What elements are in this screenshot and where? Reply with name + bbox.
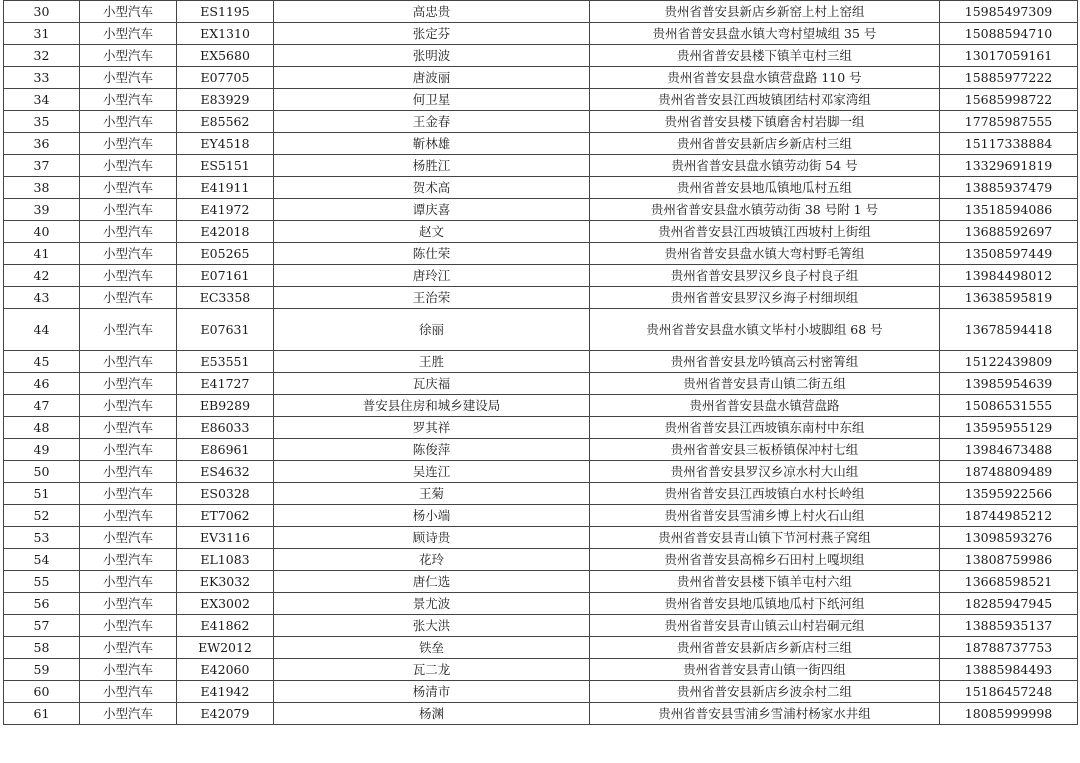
plate-number-cell: E42018 <box>177 221 274 243</box>
table-row <box>4 265 1078 287</box>
table-row <box>4 593 1078 615</box>
owner-name-cell: 何卫星 <box>274 89 590 111</box>
row-number-cell: 50 <box>4 461 80 483</box>
row-number-cell: 32 <box>4 45 80 67</box>
phone-cell: 13984673488 <box>940 439 1078 461</box>
row-number-cell: 61 <box>4 703 80 725</box>
vehicle-type-cell: 小型汽车 <box>80 177 177 199</box>
row-number-cell: 45 <box>4 351 80 373</box>
address-cell: 贵州省普安县龙吟镇高云村密箐组 <box>590 351 940 373</box>
vehicle-type-cell: 小型汽车 <box>80 133 177 155</box>
address-cell: 贵州省普安县楼下镇羊屯村六组 <box>590 571 940 593</box>
row-number-cell: 55 <box>4 571 80 593</box>
vehicle-type-cell: 小型汽车 <box>80 155 177 177</box>
vehicle-type-cell: 小型汽车 <box>80 243 177 265</box>
row-number-cell: 44 <box>4 309 80 351</box>
vehicle-type-cell: 小型汽车 <box>80 287 177 309</box>
plate-number-cell: EB9289 <box>177 395 274 417</box>
plate-number-cell: EX3002 <box>177 593 274 615</box>
table-row <box>4 659 1078 681</box>
phone-cell: 15885977222 <box>940 67 1078 89</box>
table-row <box>4 395 1078 417</box>
vehicle-type-cell: 小型汽车 <box>80 615 177 637</box>
row-number-cell: 41 <box>4 243 80 265</box>
plate-number-cell: E83929 <box>177 89 274 111</box>
row-number-cell: 40 <box>4 221 80 243</box>
address-cell: 贵州省普安县楼下镇磨舍村岩脚一组 <box>590 111 940 133</box>
table-row <box>4 1 1078 23</box>
row-number-cell: 36 <box>4 133 80 155</box>
plate-number-cell: EY4518 <box>177 133 274 155</box>
table-row <box>4 461 1078 483</box>
phone-cell: 13688592697 <box>940 221 1078 243</box>
vehicle-type-cell: 小型汽车 <box>80 659 177 681</box>
phone-cell: 13885935137 <box>940 615 1078 637</box>
table-row <box>4 67 1078 89</box>
plate-number-cell: EX1310 <box>177 23 274 45</box>
plate-number-cell: E07631 <box>177 309 274 351</box>
plate-number-cell: E41862 <box>177 615 274 637</box>
owner-name-cell: 瓦庆福 <box>274 373 590 395</box>
owner-name-cell: 杨小端 <box>274 505 590 527</box>
table-row <box>4 505 1078 527</box>
address-cell: 贵州省普安县青山镇一街四组 <box>590 659 940 681</box>
address-cell: 贵州省普安县雪浦乡雪浦村杨家水井组 <box>590 703 940 725</box>
phone-cell: 18285947945 <box>940 593 1078 615</box>
vehicle-type-cell: 小型汽车 <box>80 461 177 483</box>
plate-number-cell: E42079 <box>177 703 274 725</box>
plate-number-cell: ES4632 <box>177 461 274 483</box>
vehicle-type-cell: 小型汽车 <box>80 221 177 243</box>
table-row <box>4 351 1078 373</box>
table-row <box>4 439 1078 461</box>
plate-number-cell: EK3032 <box>177 571 274 593</box>
row-number-cell: 43 <box>4 287 80 309</box>
table-row <box>4 527 1078 549</box>
plate-number-cell: EX5680 <box>177 45 274 67</box>
table-row <box>4 111 1078 133</box>
table-row <box>4 23 1078 45</box>
table-row <box>4 133 1078 155</box>
row-number-cell: 39 <box>4 199 80 221</box>
vehicle-type-cell: 小型汽车 <box>80 505 177 527</box>
row-number-cell: 49 <box>4 439 80 461</box>
row-number-cell: 38 <box>4 177 80 199</box>
plate-number-cell: E05265 <box>177 243 274 265</box>
plate-number-cell: E85562 <box>177 111 274 133</box>
vehicle-type-cell: 小型汽车 <box>80 703 177 725</box>
table-row <box>4 243 1078 265</box>
address-cell: 贵州省普安县罗汉乡海子村细坝组 <box>590 287 940 309</box>
address-cell: 贵州省普安县盘水镇大弯村野毛箐组 <box>590 243 940 265</box>
row-number-cell: 60 <box>4 681 80 703</box>
vehicle-type-cell: 小型汽车 <box>80 199 177 221</box>
row-number-cell: 30 <box>4 1 80 23</box>
owner-name-cell: 顾诗贵 <box>274 527 590 549</box>
phone-cell: 13984498012 <box>940 265 1078 287</box>
phone-cell: 15985497309 <box>940 1 1078 23</box>
phone-cell: 13098593276 <box>940 527 1078 549</box>
plate-number-cell: E41727 <box>177 373 274 395</box>
vehicle-type-cell: 小型汽车 <box>80 395 177 417</box>
row-number-cell: 52 <box>4 505 80 527</box>
owner-name-cell: 铁垒 <box>274 637 590 659</box>
plate-number-cell: E53551 <box>177 351 274 373</box>
owner-name-cell: 普安县住房和城乡建设局 <box>274 395 590 417</box>
vehicle-type-cell: 小型汽车 <box>80 67 177 89</box>
address-cell: 贵州省普安县青山镇下节河村燕子窝组 <box>590 527 940 549</box>
vehicle-type-cell: 小型汽车 <box>80 265 177 287</box>
table-row <box>4 45 1078 67</box>
address-cell: 贵州省普安县江西坡镇江西坡村上街组 <box>590 221 940 243</box>
address-cell: 贵州省普安县盘水镇营盘路 110 号 <box>590 67 940 89</box>
address-cell: 贵州省普安县江西坡镇白水村长岭组 <box>590 483 940 505</box>
address-cell: 贵州省普安县新店乡新店村三组 <box>590 637 940 659</box>
phone-cell: 13985954639 <box>940 373 1078 395</box>
row-number-cell: 56 <box>4 593 80 615</box>
phone-cell: 13678594418 <box>940 309 1078 351</box>
phone-cell: 15122439809 <box>940 351 1078 373</box>
row-number-cell: 31 <box>4 23 80 45</box>
table-body <box>4 1 1078 725</box>
vehicle-type-cell: 小型汽车 <box>80 549 177 571</box>
plate-number-cell: E41911 <box>177 177 274 199</box>
vehicle-owner-table <box>3 0 1078 725</box>
row-number-cell: 34 <box>4 89 80 111</box>
owner-name-cell: 陈仕荣 <box>274 243 590 265</box>
vehicle-type-cell: 小型汽车 <box>80 417 177 439</box>
phone-cell: 13329691819 <box>940 155 1078 177</box>
address-cell: 贵州省普安县罗汉乡凉水村大山组 <box>590 461 940 483</box>
owner-name-cell: 王金春 <box>274 111 590 133</box>
phone-cell: 13595955129 <box>940 417 1078 439</box>
owner-name-cell: 吴连江 <box>274 461 590 483</box>
owner-name-cell: 王胜 <box>274 351 590 373</box>
address-cell: 贵州省普安县新店乡新窑上村上窑组 <box>590 1 940 23</box>
vehicle-type-cell: 小型汽车 <box>80 45 177 67</box>
phone-cell: 13017059161 <box>940 45 1078 67</box>
owner-name-cell: 杨渊 <box>274 703 590 725</box>
address-cell: 贵州省普安县地瓜镇地瓜村下纸河组 <box>590 593 940 615</box>
address-cell: 贵州省普安县新店乡波余村二组 <box>590 681 940 703</box>
table-row <box>4 221 1078 243</box>
row-number-cell: 53 <box>4 527 80 549</box>
row-number-cell: 42 <box>4 265 80 287</box>
plate-number-cell: E41972 <box>177 199 274 221</box>
address-cell: 贵州省普安县盘水镇大弯村望城组 35 号 <box>590 23 940 45</box>
address-cell: 贵州省普安县江西坡镇东南村中东组 <box>590 417 940 439</box>
address-cell: 贵州省普安县盘水镇劳动街 38 号附 1 号 <box>590 199 940 221</box>
plate-number-cell: EW2012 <box>177 637 274 659</box>
table-row <box>4 571 1078 593</box>
plate-number-cell: ES0328 <box>177 483 274 505</box>
owner-name-cell: 张明波 <box>274 45 590 67</box>
phone-cell: 18085999998 <box>940 703 1078 725</box>
table-row <box>4 287 1078 309</box>
phone-cell: 18744985212 <box>940 505 1078 527</box>
table-row <box>4 703 1078 725</box>
address-cell: 贵州省普安县高棉乡石田村上嘎坝组 <box>590 549 940 571</box>
row-number-cell: 57 <box>4 615 80 637</box>
vehicle-type-cell: 小型汽车 <box>80 373 177 395</box>
owner-name-cell: 罗其祥 <box>274 417 590 439</box>
vehicle-type-cell: 小型汽车 <box>80 637 177 659</box>
address-cell: 贵州省普安县罗汉乡良子村良子组 <box>590 265 940 287</box>
row-number-cell: 48 <box>4 417 80 439</box>
phone-cell: 13638595819 <box>940 287 1078 309</box>
table-row <box>4 155 1078 177</box>
table-row <box>4 177 1078 199</box>
address-cell: 贵州省普安县三板桥镇保冲村七组 <box>590 439 940 461</box>
vehicle-type-cell: 小型汽车 <box>80 527 177 549</box>
plate-number-cell: ET7062 <box>177 505 274 527</box>
address-cell: 贵州省普安县江西坡镇团结村邓家湾组 <box>590 89 940 111</box>
vehicle-type-cell: 小型汽车 <box>80 1 177 23</box>
owner-name-cell: 谭庆喜 <box>274 199 590 221</box>
phone-cell: 13595922566 <box>940 483 1078 505</box>
owner-name-cell: 王菊 <box>274 483 590 505</box>
plate-number-cell: E07161 <box>177 265 274 287</box>
table-row <box>4 199 1078 221</box>
plate-number-cell: EC3358 <box>177 287 274 309</box>
phone-cell: 13668598521 <box>940 571 1078 593</box>
plate-number-cell: E86033 <box>177 417 274 439</box>
row-number-cell: 58 <box>4 637 80 659</box>
plate-number-cell: ES1195 <box>177 1 274 23</box>
owner-name-cell: 贺术高 <box>274 177 590 199</box>
address-cell: 贵州省普安县盘水镇文毕村小坡脚组 68 号 <box>590 309 940 351</box>
row-number-cell: 54 <box>4 549 80 571</box>
phone-cell: 13518594086 <box>940 199 1078 221</box>
owner-name-cell: 杨清市 <box>274 681 590 703</box>
phone-cell: 13808759986 <box>940 549 1078 571</box>
owner-name-cell: 高忠贵 <box>274 1 590 23</box>
phone-cell: 17785987555 <box>940 111 1078 133</box>
table-row <box>4 483 1078 505</box>
vehicle-type-cell: 小型汽车 <box>80 483 177 505</box>
owner-name-cell: 徐丽 <box>274 309 590 351</box>
phone-cell: 13508597449 <box>940 243 1078 265</box>
row-number-cell: 46 <box>4 373 80 395</box>
owner-name-cell: 杨胜江 <box>274 155 590 177</box>
table-row <box>4 637 1078 659</box>
table-row <box>4 89 1078 111</box>
address-cell: 贵州省普安县新店乡新店村三组 <box>590 133 940 155</box>
owner-name-cell: 唐仁选 <box>274 571 590 593</box>
address-cell: 贵州省普安县青山镇二街五组 <box>590 373 940 395</box>
vehicle-type-cell: 小型汽车 <box>80 351 177 373</box>
vehicle-type-cell: 小型汽车 <box>80 681 177 703</box>
row-number-cell: 33 <box>4 67 80 89</box>
plate-number-cell: E41942 <box>177 681 274 703</box>
row-number-cell: 37 <box>4 155 80 177</box>
row-number-cell: 47 <box>4 395 80 417</box>
phone-cell: 15086531555 <box>940 395 1078 417</box>
table-row <box>4 373 1078 395</box>
address-cell: 贵州省普安县青山镇云山村岩硐元组 <box>590 615 940 637</box>
plate-number-cell: ES5151 <box>177 155 274 177</box>
vehicle-type-cell: 小型汽车 <box>80 593 177 615</box>
owner-name-cell: 陈俊萍 <box>274 439 590 461</box>
table-row <box>4 549 1078 571</box>
table-row <box>4 309 1078 351</box>
address-cell: 贵州省普安县盘水镇劳动街 54 号 <box>590 155 940 177</box>
phone-cell: 13885937479 <box>940 177 1078 199</box>
vehicle-type-cell: 小型汽车 <box>80 23 177 45</box>
phone-cell: 15186457248 <box>940 681 1078 703</box>
table-row <box>4 417 1078 439</box>
vehicle-type-cell: 小型汽车 <box>80 439 177 461</box>
plate-number-cell: E86961 <box>177 439 274 461</box>
owner-name-cell: 花玲 <box>274 549 590 571</box>
vehicle-type-cell: 小型汽车 <box>80 571 177 593</box>
row-number-cell: 59 <box>4 659 80 681</box>
phone-cell: 15117338884 <box>940 133 1078 155</box>
table-row <box>4 615 1078 637</box>
vehicle-type-cell: 小型汽车 <box>80 309 177 351</box>
vehicle-type-cell: 小型汽车 <box>80 111 177 133</box>
owner-name-cell: 赵文 <box>274 221 590 243</box>
address-cell: 贵州省普安县楼下镇羊屯村三组 <box>590 45 940 67</box>
row-number-cell: 51 <box>4 483 80 505</box>
owner-name-cell: 瓦二龙 <box>274 659 590 681</box>
owner-name-cell: 张定芬 <box>274 23 590 45</box>
plate-number-cell: EL1083 <box>177 549 274 571</box>
owner-name-cell: 唐玲江 <box>274 265 590 287</box>
plate-number-cell: EV3116 <box>177 527 274 549</box>
plate-number-cell: E42060 <box>177 659 274 681</box>
vehicle-type-cell: 小型汽车 <box>80 89 177 111</box>
phone-cell: 15088594710 <box>940 23 1078 45</box>
row-number-cell: 35 <box>4 111 80 133</box>
phone-cell: 15685998722 <box>940 89 1078 111</box>
address-cell: 贵州省普安县盘水镇营盘路 <box>590 395 940 417</box>
owner-name-cell: 王治荣 <box>274 287 590 309</box>
address-cell: 贵州省普安县雪浦乡博上村火石山组 <box>590 505 940 527</box>
phone-cell: 13885984493 <box>940 659 1078 681</box>
plate-number-cell: E07705 <box>177 67 274 89</box>
phone-cell: 18748809489 <box>940 461 1078 483</box>
owner-name-cell: 景尤波 <box>274 593 590 615</box>
owner-name-cell: 张大洪 <box>274 615 590 637</box>
address-cell: 贵州省普安县地瓜镇地瓜村五组 <box>590 177 940 199</box>
phone-cell: 18788737753 <box>940 637 1078 659</box>
table-row <box>4 681 1078 703</box>
owner-name-cell: 靳林雄 <box>274 133 590 155</box>
owner-name-cell: 唐波丽 <box>274 67 590 89</box>
